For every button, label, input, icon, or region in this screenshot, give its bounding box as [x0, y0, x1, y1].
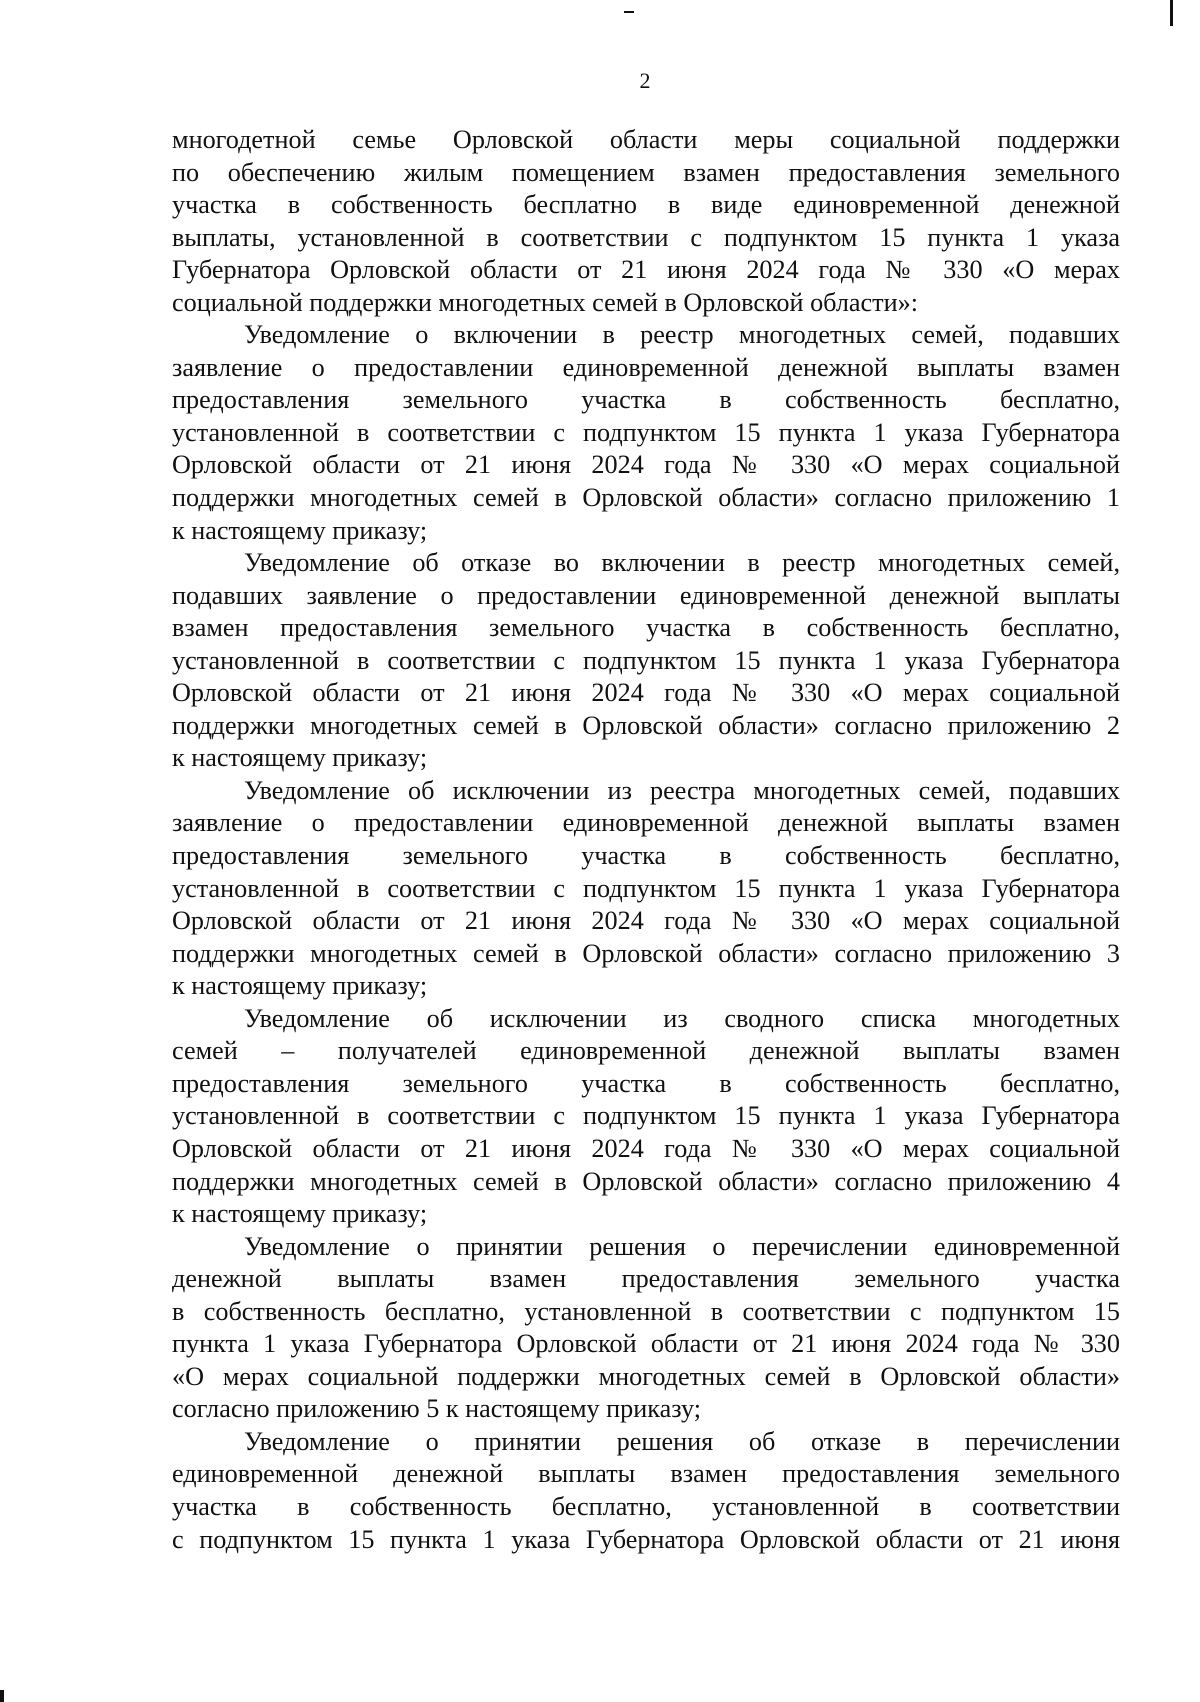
text-line: установленной в соответствии с подпунктом 15 пункта 1 указа Губернатора — [172, 417, 1120, 447]
paragraph — [172, 1231, 1120, 1426]
text-line: Губернатора Орловской области от 21 июня 2024 года № 330 «О мерах — [172, 255, 1120, 285]
text-line: предоставления земельного участка в собственность бесплатно, — [172, 841, 1120, 871]
paragraph — [172, 1003, 1120, 1231]
scan-artifact — [0, 1690, 4, 1702]
text-line: установленной в соответствии с подпунктом 15 пункта 1 указа Губернатора — [172, 1101, 1120, 1131]
text-line: пункта 1 указа Губернатора Орловской области от 21 июня 2024 года № 330 — [172, 1329, 1120, 1359]
document-body — [172, 124, 1120, 1556]
text-line: подавших заявление о предоставлении единовременной денежной выплаты — [172, 580, 1120, 610]
text-line: Орловской области от 21 июня 2024 года № 330 «О мерах социальной — [172, 678, 1120, 708]
paragraph — [172, 319, 1120, 547]
page-number: 2 — [639, 68, 651, 93]
text-line: Уведомление об отказе во включении в реестр многодетных семей, — [244, 548, 1120, 578]
text-line: социальной поддержки многодетных семей в Орловской области»: — [172, 287, 918, 317]
text-line: поддержки многодетных семей в Орловской области» согласно приложению 1 — [172, 483, 1120, 513]
text-line: единовременной денежной выплаты взамен предоставления земельного — [172, 1459, 1120, 1489]
text-line: семей – получателей единовременной денежной выплаты взамен — [172, 1036, 1120, 1066]
text-line: поддержки многодетных семей в Орловской области» согласно приложению 4 — [172, 1166, 1120, 1196]
paragraph — [172, 547, 1120, 775]
text-line: Орловской области от 21 июня 2024 года № 330 «О мерах социальной — [172, 450, 1120, 480]
text-line: к настоящему приказу; — [172, 1199, 428, 1229]
text-line: Орловской области от 21 июня 2024 года № 330 «О мерах социальной — [172, 1133, 1120, 1163]
text-line: Уведомление о принятии решения об отказе в перечислении — [244, 1426, 1120, 1456]
text-line: Уведомление об исключении из реестра многодетных семей, подавших — [244, 775, 1120, 805]
text-line: «О мерах социальной поддержки многодетных семей в Орловской области» — [172, 1361, 1120, 1391]
text-line: взамен предоставления земельного участка в собственность бесплатно, — [172, 613, 1120, 643]
scan-artifact — [1170, 0, 1173, 26]
text-line: предоставления земельного участка в собственность бесплатно, — [172, 1068, 1120, 1098]
text-line: к настоящему приказу; — [172, 515, 428, 545]
paragraph — [172, 775, 1120, 1003]
text-line: заявление о предоставлении единовременной денежной выплаты взамен — [172, 352, 1120, 382]
text-line: выплаты, установленной в соответствии с подпунктом 15 пункта 1 указа — [172, 222, 1120, 252]
text-line: денежной выплаты взамен предоставления земельного участка — [172, 1264, 1120, 1294]
text-line: поддержки многодетных семей в Орловской области» согласно приложению 3 — [172, 938, 1120, 968]
text-line: установленной в соответствии с подпунктом 15 пункта 1 указа Губернатора — [172, 645, 1120, 675]
text-line: установленной в соответствии с подпунктом 15 пункта 1 указа Губернатора — [172, 873, 1120, 903]
text-line: по обеспечению жилым помещением взамен предоставления земельного — [172, 157, 1120, 187]
text-line: к настоящему приказу; — [172, 743, 428, 773]
scan-artifact — [624, 11, 634, 13]
text-line: предоставления земельного участка в собственность бесплатно, — [172, 385, 1120, 415]
text-line: в собственность бесплатно, установленной в соответствии с подпунктом 15 — [172, 1296, 1120, 1326]
text-line: заявление о предоставлении единовременной денежной выплаты взамен — [172, 808, 1120, 838]
text-line: с подпунктом 15 пункта 1 указа Губернатора Орловской области от 21 июня — [172, 1524, 1120, 1554]
text-line: поддержки многодетных семей в Орловской области» согласно приложению 2 — [172, 710, 1120, 740]
text-line: Уведомление о включении в реестр многодетных семей, подавших — [244, 320, 1120, 350]
text-line: многодетной семье Орловской области меры социальной поддержки — [172, 125, 1120, 154]
paragraph — [172, 1426, 1120, 1556]
text-line: участка в собственность бесплатно, установленной в соответствии — [172, 1491, 1120, 1521]
text-line: Уведомление об исключении из сводного списка многодетных — [244, 1003, 1120, 1033]
text-line: к настоящему приказу; — [172, 971, 428, 1001]
text-line: Орловской области от 21 июня 2024 года № 330 «О мерах социальной — [172, 906, 1120, 936]
text-line: Уведомление о принятии решения о перечислении единовременной — [244, 1231, 1120, 1261]
text-line: согласно приложению 5 к настоящему приказу; — [172, 1394, 702, 1424]
text-line: участка в собственность бесплатно в виде единовременной денежной — [172, 190, 1120, 220]
paragraph — [172, 124, 1120, 319]
